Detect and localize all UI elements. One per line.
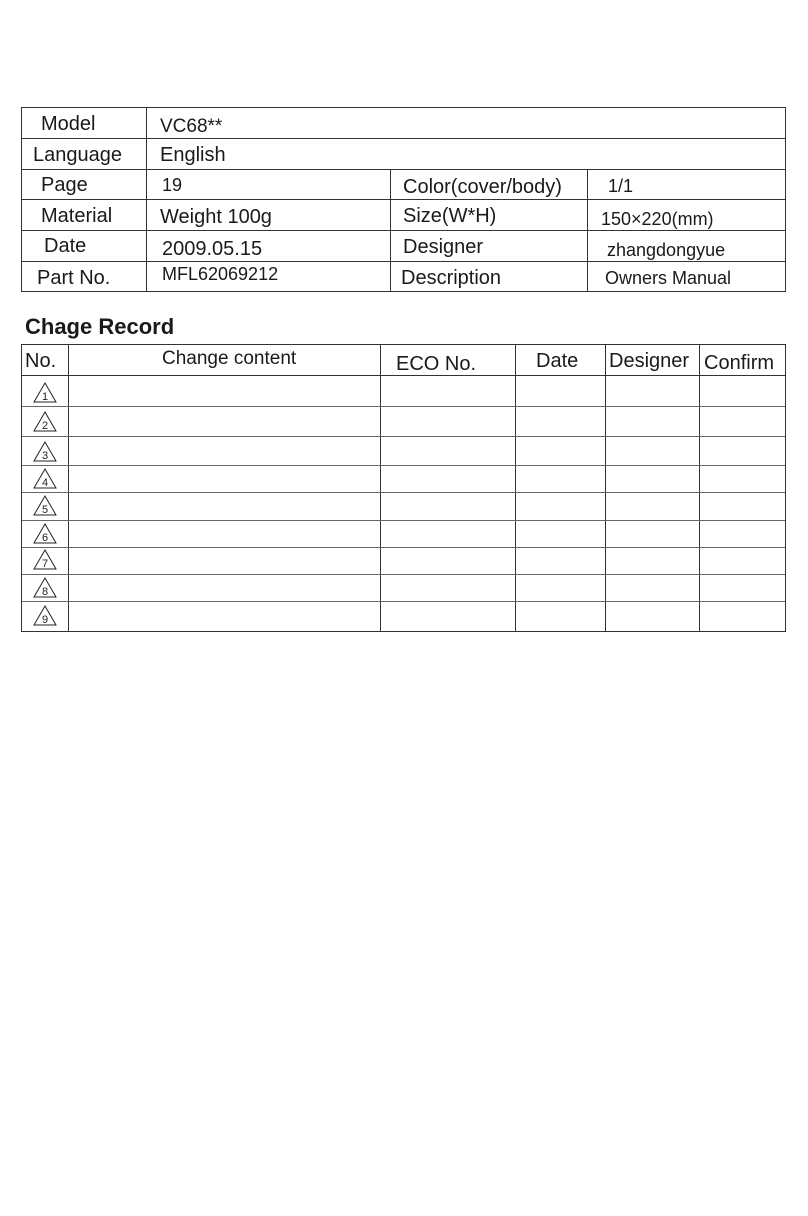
language-label: Language [33,144,122,166]
size-label: Size(W*H) [403,205,497,227]
revision-marker-3 [33,441,57,462]
revision-number: 3 [41,450,49,462]
revision-marker-9 [33,605,57,626]
designer-value: zhangdongyue [607,240,726,260]
part-number-value: MFL62069212 [162,264,279,284]
revision-number: 7 [41,558,49,570]
page-label: Page [41,174,88,196]
date-label: Date [44,235,87,257]
color-value: 1/1 [608,176,634,196]
revision-number: 4 [41,477,49,489]
description-value: Owners Manual [605,268,732,288]
change-record-title: Chage Record [25,314,175,339]
description-label: Description [401,267,502,289]
revision-number: 1 [41,391,49,403]
revision-marker-7 [33,549,57,570]
revision-marker-2 [33,411,57,432]
revision-marker-4 [33,468,57,489]
date-value: 2009.05.15 [162,238,263,260]
model-value: VC68** [160,116,223,137]
revision-number: 5 [41,504,49,516]
header-designer: Designer [609,350,690,372]
header-date: Date [536,350,579,372]
material-label: Material [41,205,113,227]
designer-label: Designer [403,236,484,258]
revision-marker-5 [33,495,57,516]
language-value: English [160,144,226,166]
revision-number: 2 [41,420,49,432]
model-label: Model [41,113,96,135]
revision-number: 6 [41,532,49,544]
revision-marker-8 [33,577,57,598]
material-value: Weight 100g [160,206,272,228]
revision-number: 8 [41,586,49,598]
size-value: 150×220(mm) [601,209,714,229]
page-value: 19 [162,175,183,195]
header-eco-no: ECO No. [396,353,477,375]
revision-marker-6 [33,523,57,544]
header-change-content: Change content [162,348,297,369]
color-label: Color(cover/body) [403,176,562,198]
part-number-label: Part No. [37,267,111,289]
revision-marker-1 [33,382,57,403]
change-record-table [21,344,786,632]
header-no: No. [25,350,57,372]
document-info-table [21,107,786,292]
header-confirm: Confirm [704,352,775,374]
revision-number: 9 [41,614,49,626]
